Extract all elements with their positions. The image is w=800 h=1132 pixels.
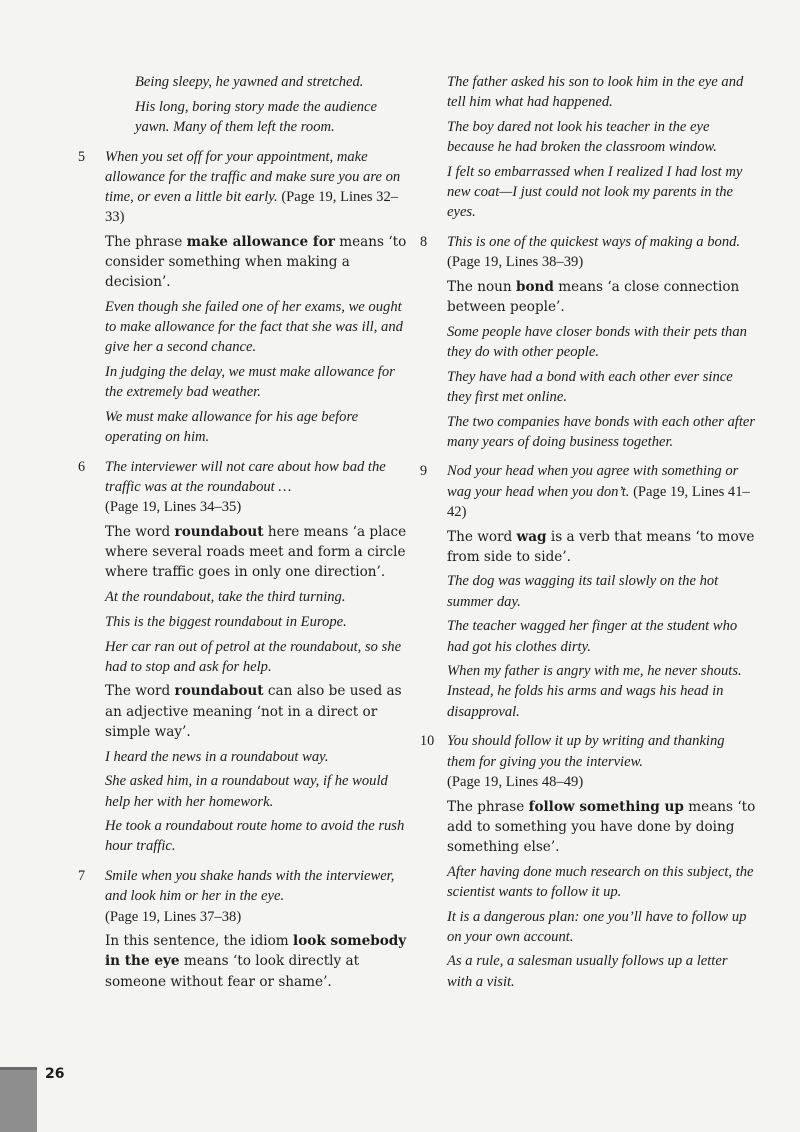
source-reference: (Page 19, Lines 34–35) (105, 499, 242, 516)
defined-term: bond (515, 278, 554, 295)
entry-number: 10 (420, 733, 435, 750)
entry-quote: You should follow it up by writing and thanking them for giving you the interview. (Page 19, Lines 48–49) (447, 733, 725, 790)
entry-9 (420, 461, 756, 721)
entry-number: 6 (78, 458, 86, 475)
example-sentence: At the roundabout, take the third turning. (105, 589, 346, 606)
example-sentence: He took a roundabout route home to avoid the rush hour traffic. (105, 818, 405, 855)
example-sentence: The father asked his son to look him in the eye and tell him what had happened. (447, 74, 744, 111)
example-sentence: I felt so embarrassed when I realized I had lost my new coat—I just could not look my parents in the eyes. (447, 163, 743, 221)
definition: The word roundabout here means ‘a place where several roads meet and form a circle where traffic goes in only one direction’. (105, 524, 407, 581)
source-reference: (Page 19, Lines 32–33) (105, 189, 399, 226)
definition: The noun bond means ‘a close connection between people’. (447, 278, 740, 316)
example-sentence: The teacher wagged her finger at the student who had got his clothes dirty. (447, 618, 738, 655)
example-sentence: We must make allowance for his age before operating on him. (105, 409, 359, 446)
source-reference: (Page 19, Lines 41–42) (447, 483, 750, 520)
example-sentence: Even though she failed one of her exams, we ought to make allowance for the fact that she was ill, and give her a second chance. (105, 299, 403, 356)
entry-quote: Smile when you shake hands with the interviewer, and look him or her in the eye. (Page 19, Lines 37–38) (105, 868, 395, 925)
example-sentence: After having done much research on this subject, the scientist wants to follow it up. (447, 863, 754, 900)
entry-quote: This is one of the quickest ways of making a bond. (Page 19, Lines 38–39) (447, 233, 741, 271)
entry-quote: Nod your head when you agree with something or wag your head when you don’t. (Page 19, Lines 41–42) (447, 463, 750, 520)
entry-7 (78, 866, 410, 992)
intro-examples (78, 72, 410, 137)
source-reference: (Page 19, Lines 48–49) (447, 773, 584, 790)
entry-quote: When you set off for your appointment, make allowance for the traffic and make sure you are on time, or even a little bit early. (Page 19, Lines 32–33) (105, 148, 401, 226)
example-sentence: As a rule, a salesman usually follows up a letter with a visit. (447, 953, 728, 990)
entry-quote: The interviewer will not care about how bad the traffic was at the roundabout … (Page 19, Lines 34–35) (105, 458, 386, 516)
example-sentence: She asked him, in a roundabout way, if he would help her with her homework. (105, 773, 388, 810)
defined-term: follow something up (528, 798, 684, 815)
definition: The word wag is a verb that means ‘to move from side to side’. (447, 528, 755, 565)
example-sentence: His long, boring story made the audience yawn. Many of them left the room. (135, 98, 377, 135)
example-sentence: Her car ran out of petrol at the roundabout, so she had to stop and ask for help. (105, 638, 402, 675)
example-sentence: In judging the delay, we must make allowance for the extremely bad weather. (105, 364, 395, 401)
entry-7-examples (420, 72, 756, 222)
example-sentence: It is a dangerous plan: one you’ll have to follow up on your own account. (447, 908, 747, 945)
entry-number: 5 (78, 148, 86, 165)
source-reference: (Page 19, Lines 37–38) (105, 908, 242, 925)
defined-term: roundabout (174, 524, 264, 541)
entry-number: 9 (420, 463, 428, 480)
right-column (420, 72, 756, 996)
defined-term: make allowance for (186, 233, 335, 250)
example-sentence: Some people have closer bonds with their pets than they do with other people. (447, 323, 747, 360)
entry-5 (78, 147, 410, 448)
entry-6 (78, 457, 410, 857)
left-column (78, 72, 410, 996)
source-reference: (Page 19, Lines 38–39) (447, 254, 584, 271)
definition: The word roundabout can also be used as an adjective meaning ‘not in a direct or simple way’. (105, 683, 402, 740)
definition: In this sentence, the idiom look somebody in the eye means ‘to look directly at someone without fear or shame’. (105, 933, 407, 990)
example-sentence: The two companies have bonds with each other after many years of doing business together. (447, 413, 756, 450)
entry-8 (420, 232, 756, 452)
entry-number: 8 (420, 233, 428, 250)
page-footer-tab (0, 1067, 37, 1132)
entry-number: 7 (78, 868, 86, 885)
definition: The phrase make allowance for means ‘to consider something when making a decision’. (105, 233, 407, 291)
example-sentence: Being sleepy, he yawned and stretched. (135, 74, 364, 90)
entry-10 (420, 731, 756, 991)
example-sentence: I heard the news in a roundabout way. (105, 748, 329, 765)
example-sentence: This is the biggest roundabout in Europe. (105, 613, 347, 630)
example-sentence: They have had a bond with each other ever since they first met online. (447, 368, 733, 405)
example-sentence: The dog was wagging its tail slowly on the hot summer day. (447, 573, 719, 610)
example-sentence: The boy dared not look his teacher in the eye because he had broken the classroom window. (447, 118, 717, 156)
defined-term: look somebody in the eye (105, 933, 407, 970)
defined-term: roundabout (174, 683, 264, 700)
example-sentence: When my father is angry with me, he never shouts. Instead, he folds his arms and wags his head in disapproval. (447, 663, 742, 720)
definition: The phrase follow something up means ‘to add to something you have done by doing something else’. (447, 798, 756, 855)
defined-term: wag (516, 528, 547, 545)
page-number: 26 (45, 1066, 65, 1082)
page-footer-tab-cap (0, 1067, 37, 1070)
